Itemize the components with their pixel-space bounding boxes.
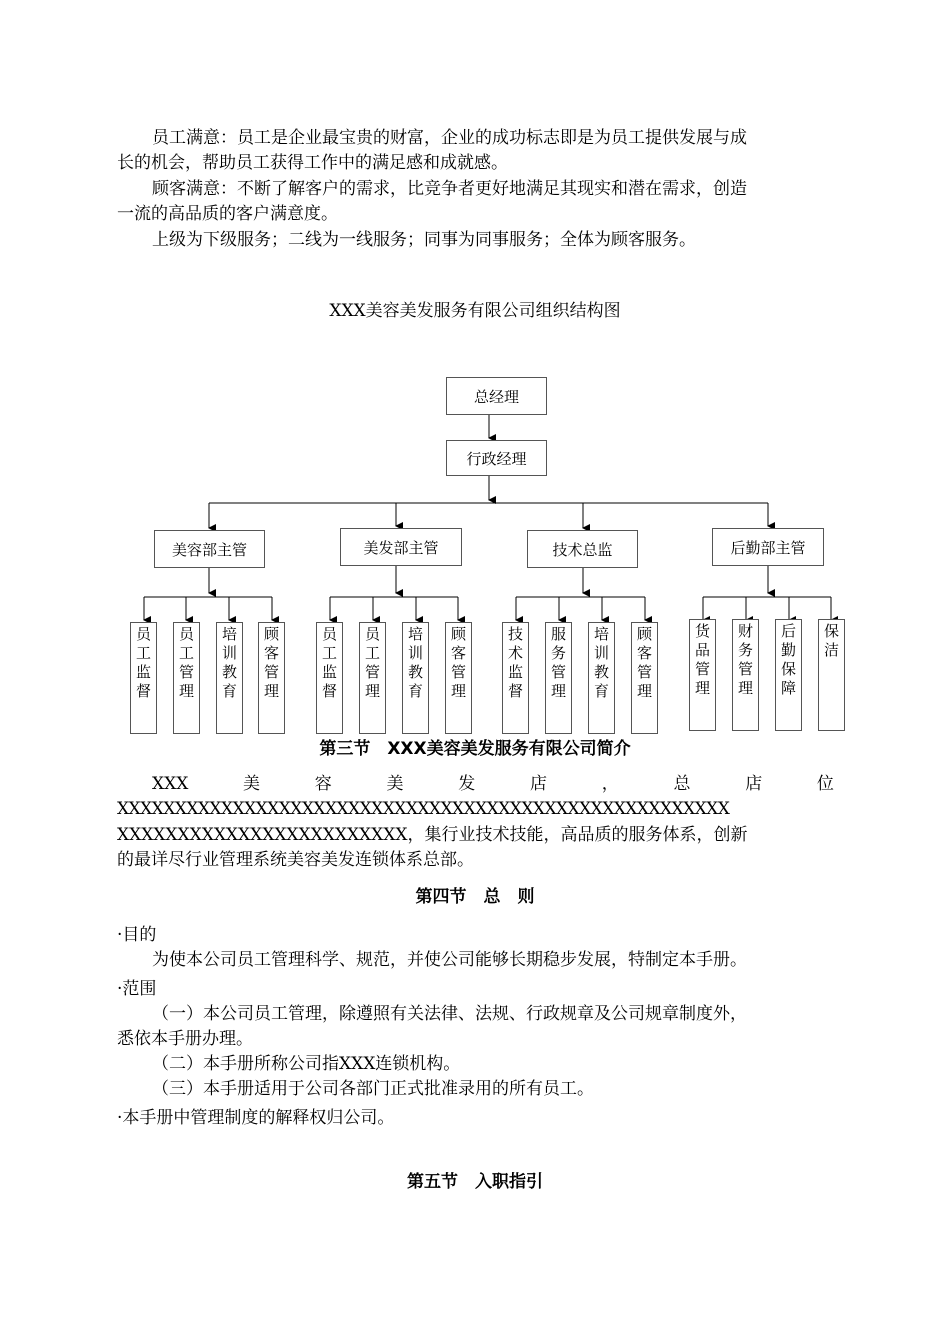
scope-item-1-line2: 悉依本手册办理。 (117, 1029, 253, 1049)
node-unit: 顾客管理 (631, 622, 658, 734)
node-unit: 员工管理 (359, 622, 386, 734)
intro-p3: 上级为下级服务；二线为一线服务；同事为同事服务；全体为顾客服务。 (152, 230, 696, 250)
scope-label: ·范围 (117, 979, 157, 999)
word: 位 (816, 774, 834, 794)
word: ， (601, 774, 619, 794)
node-unit: 技术监督 (502, 622, 529, 734)
node-unit: 培训教育 (588, 622, 615, 734)
node-unit: 后勤保障 (775, 619, 802, 731)
node-unit: 保 洁 (818, 619, 845, 731)
node-dept-beauty: 美容部主管 (154, 530, 265, 568)
scope-item-1-line1: （一）本公司员工管理，除遵照有关法律、法规、行政规章及公司规章制度外， (152, 1004, 747, 1024)
intro-p2-line2: 一流的高品质的客户满意度。 (117, 204, 338, 224)
node-unit: 员工监督 (316, 622, 343, 734)
interpretation-note: ·本手册中管理制度的解释权归公司。 (117, 1108, 395, 1128)
section4-heading: 第四节 总 则 (415, 887, 535, 907)
node-dept-hair: 美发部主管 (340, 528, 462, 566)
node-dept-tech: 技术总监 (527, 530, 638, 568)
purpose-text: 为使本公司员工管理科学、规范，并使公司能够长期稳步发展，特制定本手册。 (152, 950, 747, 970)
word: 店 (745, 774, 763, 794)
node-unit: 服务管理 (545, 622, 572, 734)
scope-item-3: （三）本手册适用于公司各部门正式批准录用的所有员工。 (152, 1079, 594, 1099)
node-unit: 培训教育 (402, 622, 429, 734)
word: XXX (152, 774, 189, 794)
node-unit: 货品管理 (689, 619, 716, 731)
word: 容 (314, 774, 332, 794)
intro-p2-line1: 顾客满意：不断了解客户的需求，比竞争者更好地满足其现实和潜在需求，创造 (152, 179, 747, 199)
node-unit: 员工监督 (130, 622, 157, 734)
node-unit: 培训教育 (216, 622, 243, 734)
section3-line4: 的最详尽行业管理系统美容美发连锁体系总部。 (117, 850, 474, 870)
intro-p1-line2: 长的机会，帮助员工获得工作中的满足感和成就感。 (117, 153, 508, 173)
purpose-label: ·目的 (117, 925, 157, 945)
org-chart-title: XXX美容美发服务有限公司组织结构图 (329, 301, 621, 321)
word: 店 (529, 774, 547, 794)
word: 发 (458, 774, 476, 794)
section5-heading: 第五节 入职指引 (407, 1172, 543, 1192)
node-dept-logistics: 后勤部主管 (712, 528, 824, 566)
intro-p1-line1: 员工满意：员工是企业最宝贵的财富，企业的成功标志即是为员工提供发展与成 (152, 128, 747, 148)
section3-heading: 第三节 XXX美容美发服务有限公司简介 (319, 739, 631, 759)
word: 总 (673, 774, 691, 794)
node-unit: 顾客管理 (445, 622, 472, 734)
word: 美 (243, 774, 261, 794)
node-unit: 顾客管理 (258, 622, 285, 734)
section3-line1 (152, 772, 834, 797)
word: 美 (386, 774, 404, 794)
node-admin-manager: 行政经理 (446, 440, 547, 476)
section3-line3: XXXXXXXXXXXXXXXXXXXXXXXX，集行业技术技能，高品质的服务体系，创新 (117, 825, 748, 845)
node-unit: 员工管理 (173, 622, 200, 734)
section3-line2: XXXXXXXXXXXXXXXXXXXXXXXXXXXXXXXXXXXXXXXXXXXXXXXXXXXXX (117, 799, 730, 819)
scope-item-2: （二）本手册所称公司指XXX连锁机构。 (152, 1054, 461, 1074)
node-unit: 财务管理 (732, 619, 759, 731)
node-general-manager: 总经理 (446, 377, 547, 415)
